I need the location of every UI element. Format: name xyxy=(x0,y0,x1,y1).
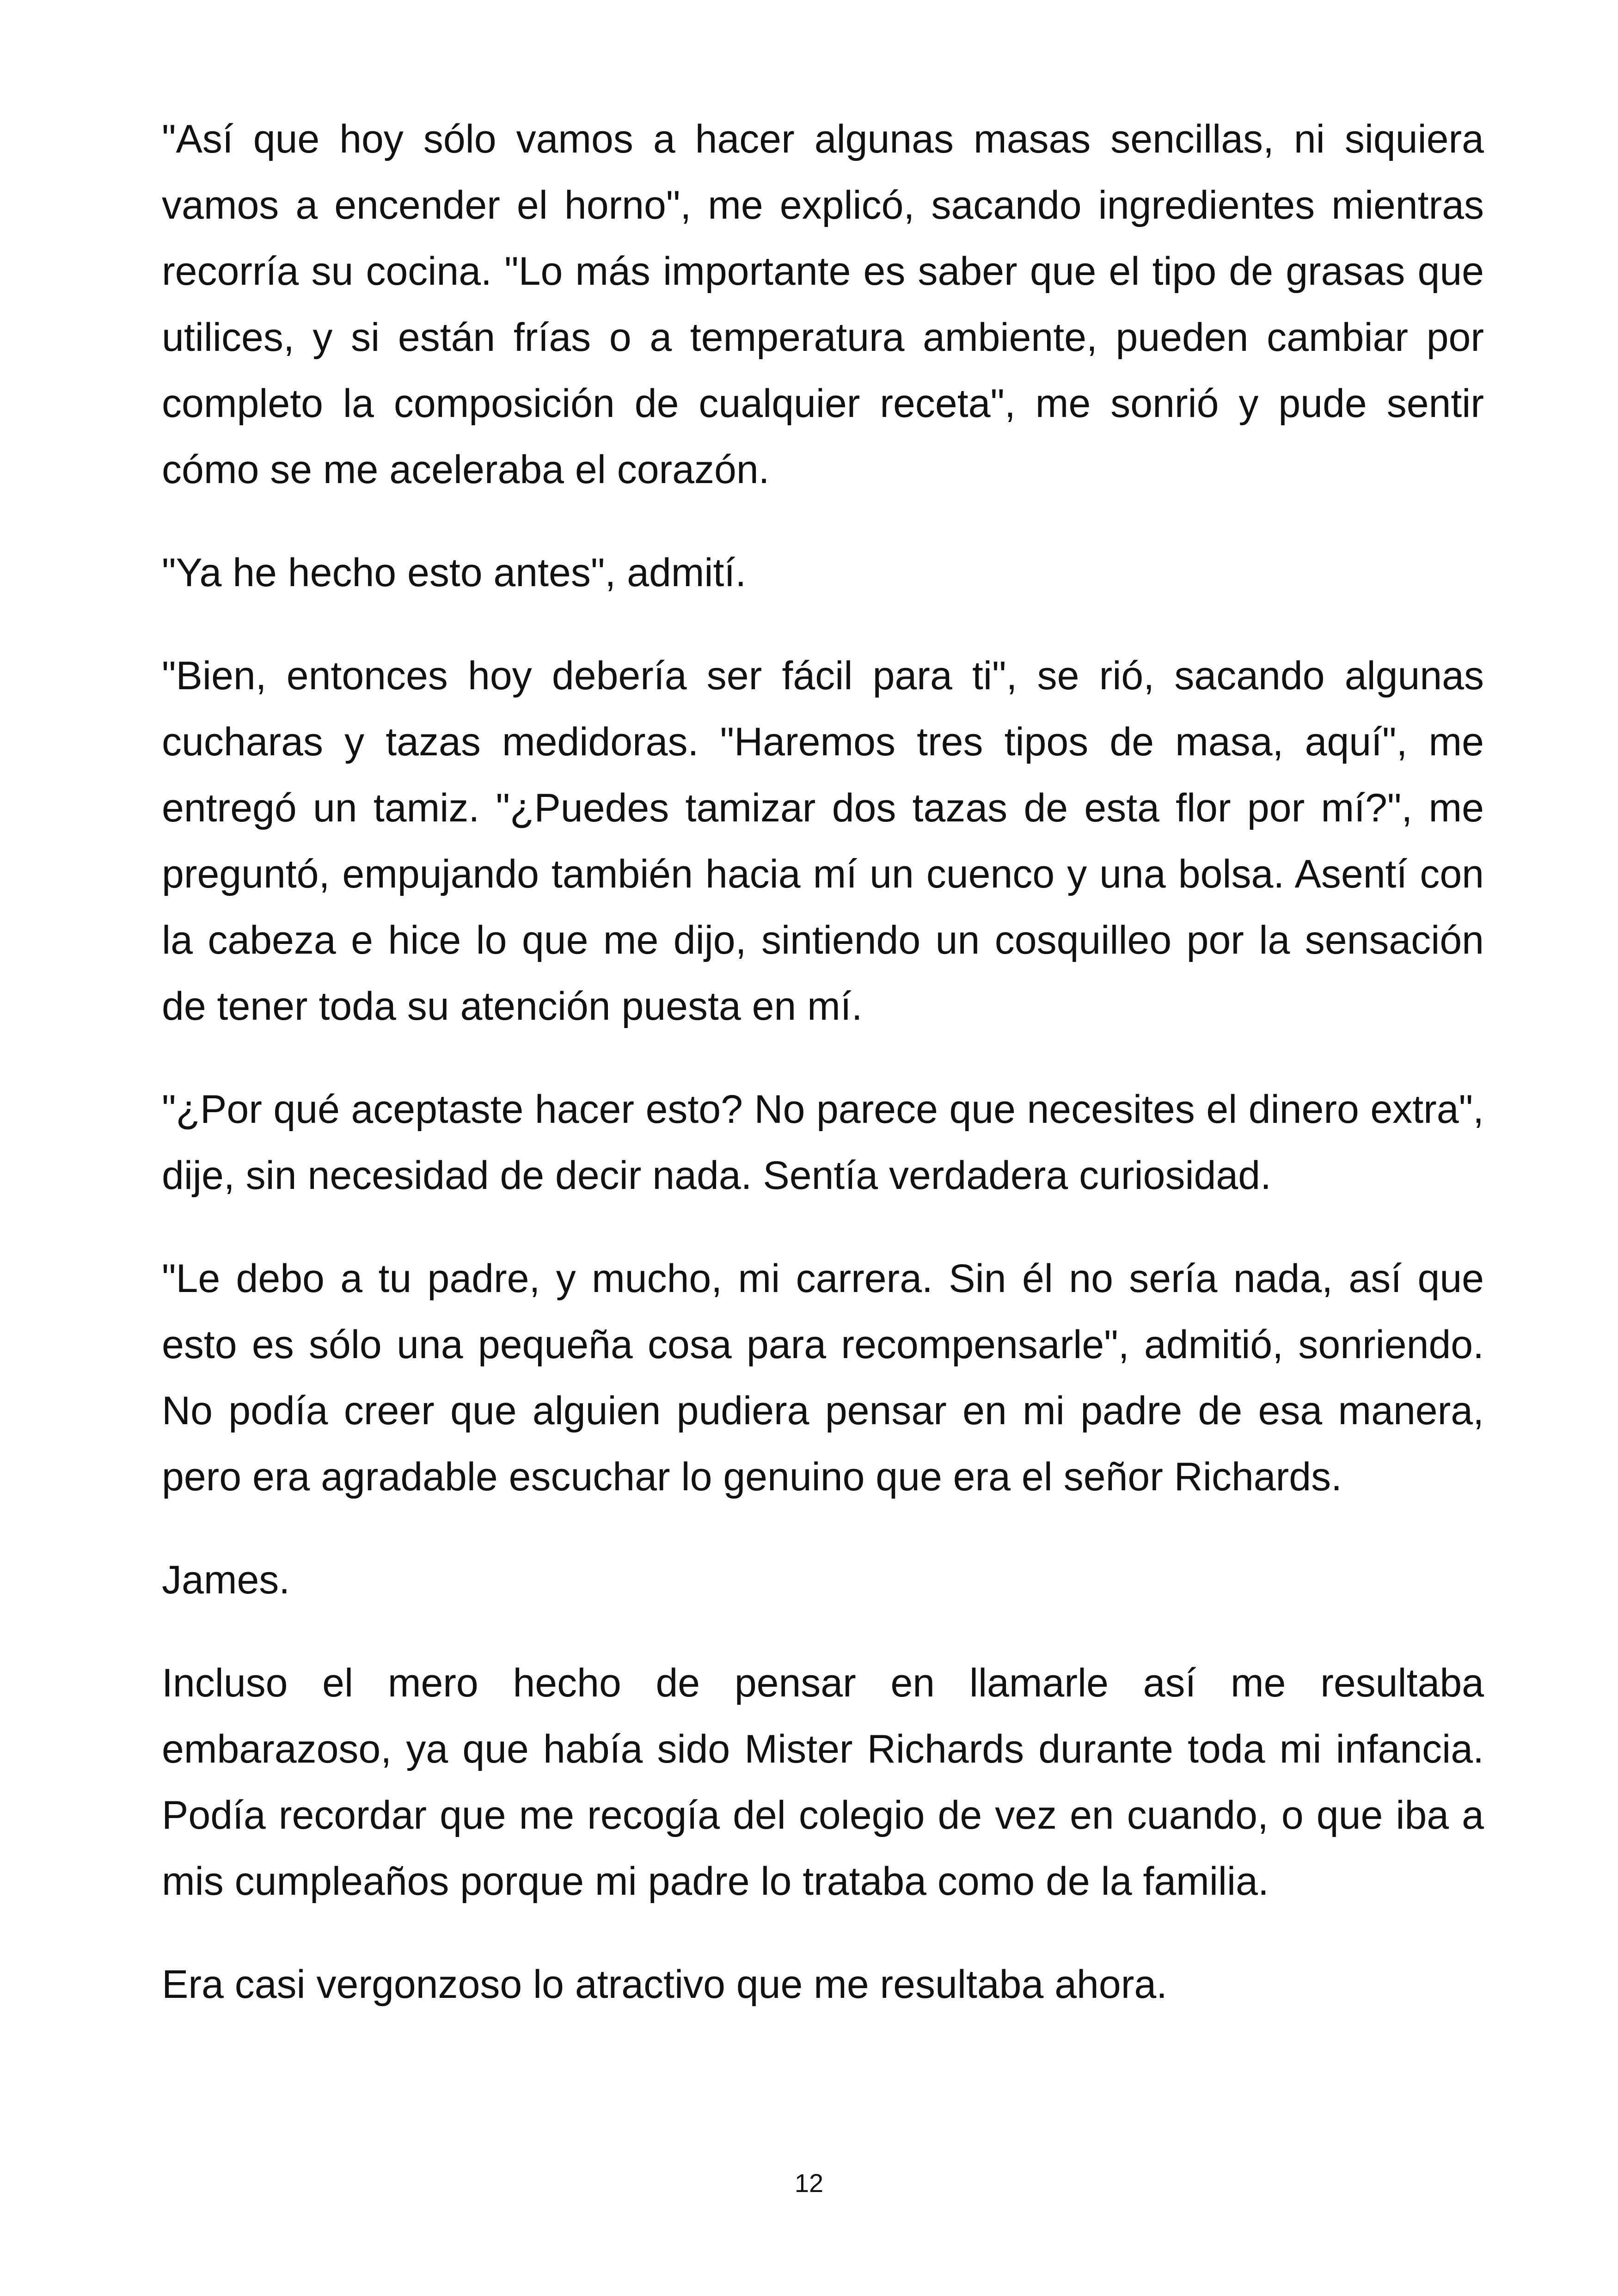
paragraph-5: "Le debo a tu padre, y mucho, mi carrera. Sin él no sería nada, así que esto es sólo una pequeña cosa para recompensarle", admitió, sonriendo. No podía creer que alguien pudiera pensar en mi padre de esa manera, pero era agradable escuchar lo genuino que era el señor Richards. xyxy=(162,1256,1484,1499)
paragraph-3: "Bien, entonces hoy debería ser fácil para ti", se rió, sacando algunas cucharas y tazas medidoras. "Haremos tres tipos de masa, aquí", me entregó un tamiz. "¿Puedes tamizar dos tazas de esta flor por mí?", me preguntó, empujando también hacia mí un cuenco y una bolsa. Asentí con la cabeza e hice lo que me dijo, sintiendo un cosquilleo por la sensación de tener toda su atención puesta en mí. xyxy=(162,654,1484,1029)
paragraph-2: "Ya he hecho esto antes", admití. xyxy=(162,551,747,595)
page-number: 12 xyxy=(794,2168,824,2198)
paragraph-1: "Así que hoy sólo vamos a hacer algunas masas sencillas, ni siquiera vamos a encender el horno", me explicó, sacando ingredientes mientras recorría su cocina. "Lo más importante es saber que el tipo de grasas que utilices, y si están frías o a temperatura ambiente, pueden cambiar por completo la composición de cualquier receta", me sonrió y pude sentir cómo se me aceleraba el corazón. xyxy=(162,117,1484,492)
paragraph-4: "¿Por qué aceptaste hacer esto? No parece que necesites el dinero extra", dije, sin necesidad de decir nada. Sentía verdadera curiosidad. xyxy=(162,1087,1484,1198)
body-text xyxy=(162,106,1484,2055)
paragraph-8: Era casi vergonzoso lo atractivo que me resultaba ahora. xyxy=(162,1962,1168,2007)
paragraph-7: Incluso el mero hecho de pensar en llamarle así me resultaba embarazoso, ya que había sido Mister Richards durante toda mi infancia. Podía recordar que me recogía del colegio de vez en cuando, o que iba a mis cumpleaños porque mi padre lo trataba como de la familia. xyxy=(162,1661,1484,1904)
paragraph-6: James. xyxy=(162,1558,290,1602)
